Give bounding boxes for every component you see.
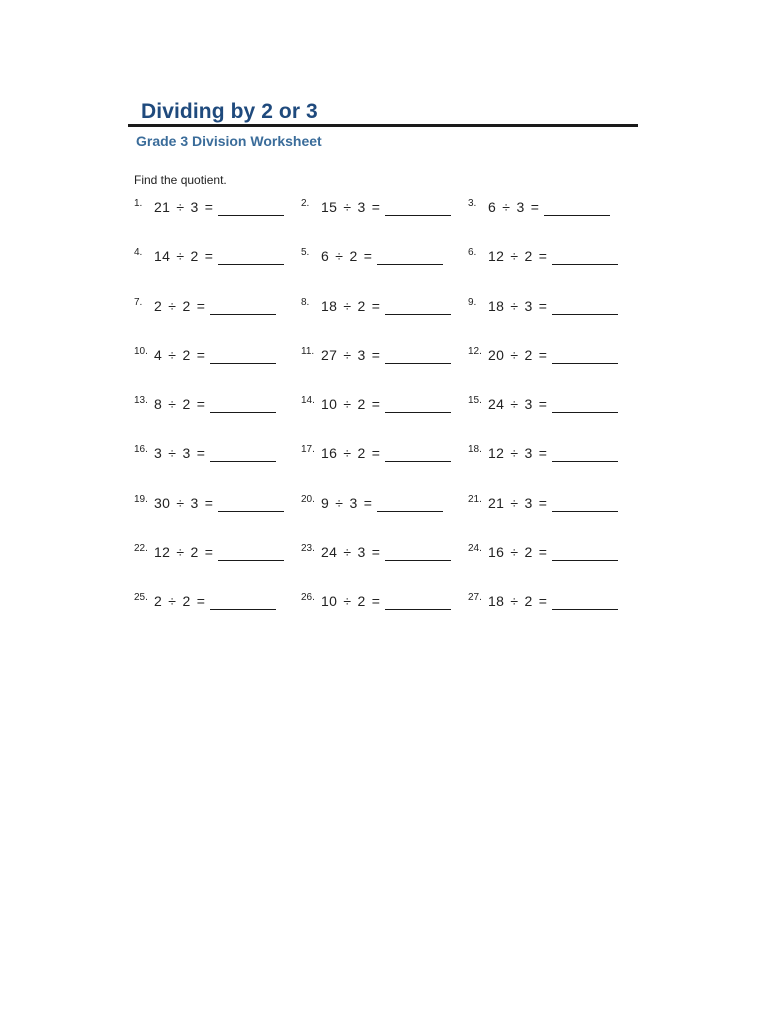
instructions: Find the quotient. [134,173,227,187]
problem-number: 15. [468,395,482,407]
problem-expression: 8 ÷ 2 = [154,396,206,413]
problem-expression: 15 ÷ 3 = [321,199,381,215]
answer-blank[interactable] [552,398,618,413]
problem-item [468,245,634,265]
problem-item [301,295,468,315]
answer-blank[interactable] [552,349,618,364]
answer-blank[interactable] [377,497,443,512]
problem-item [468,344,634,364]
answer-blank[interactable] [385,300,451,315]
problem-number: 7. [134,296,143,308]
answer-blank[interactable] [218,201,284,216]
answer-blank[interactable] [210,398,276,413]
problem-number: 19. [134,493,148,505]
problem-expression: 24 ÷ 3 = [488,396,548,413]
problem-item [134,492,301,512]
problem-item [301,344,468,364]
problem-number: 21. [468,493,482,505]
problem-number: 17. [301,444,315,456]
problem-expression: 12 ÷ 2 = [488,248,548,265]
problem-number: 25. [134,592,148,604]
problem-item [134,245,301,265]
problem-item [134,295,301,315]
problem-expression: 6 ÷ 2 = [321,248,373,265]
problem-item [301,245,468,265]
problem-number: 22. [134,543,148,555]
problem-item [134,541,301,561]
answer-blank[interactable] [552,300,618,315]
problem-item [301,196,468,216]
problem-number: 16. [134,444,148,456]
problem-item [134,344,301,364]
answer-blank[interactable] [218,546,284,561]
problem-expression: 24 ÷ 3 = [321,544,381,561]
worksheet-title: Dividing by 2 or 3 [141,100,318,123]
problem-item [468,196,634,216]
problem-number: 13. [134,395,148,407]
problem-item [468,541,634,561]
title-rule [128,124,638,127]
problem-expression: 9 ÷ 3 = [321,494,373,511]
worksheet-subtitle: Grade 3 Division Worksheet [136,133,322,149]
problem-number: 6. [468,247,477,259]
problem-expression: 20 ÷ 2 = [488,346,548,363]
problem-number: 20. [301,493,315,505]
problem-expression: 4 ÷ 2 = [154,346,206,363]
answer-blank[interactable] [544,201,610,216]
answer-blank[interactable] [377,250,443,265]
problem-number: 12. [468,345,482,357]
answer-blank[interactable] [385,349,451,364]
answer-blank[interactable] [385,398,451,413]
problem-grid [134,196,634,640]
answer-blank[interactable] [552,497,618,512]
problem-expression: 12 ÷ 2 = [154,544,214,561]
answer-blank[interactable] [210,349,276,364]
problem-item [468,442,634,462]
problem-expression: 12 ÷ 3 = [488,445,548,462]
problem-number: 24. [468,543,482,555]
problem-number: 9. [468,296,477,308]
problem-expression: 18 ÷ 3 = [488,297,548,314]
problem-number: 4. [134,247,143,259]
problem-expression: 14 ÷ 2 = [154,248,214,265]
answer-blank[interactable] [552,546,618,561]
problem-number: 3. [468,198,477,209]
problem-item [301,393,468,413]
problem-number: 18. [468,444,482,456]
answer-blank[interactable] [210,300,276,315]
problem-expression: 2 ÷ 2 = [154,593,206,610]
problem-item [301,590,468,610]
problem-expression: 27 ÷ 3 = [321,346,381,363]
problem-item [468,393,634,413]
problem-number: 26. [301,592,315,604]
problem-expression: 30 ÷ 3 = [154,494,214,511]
problem-expression: 16 ÷ 2 = [321,445,381,462]
answer-blank[interactable] [210,595,276,610]
problem-number: 2. [301,198,310,209]
answer-blank[interactable] [552,447,618,462]
problem-expression: 10 ÷ 2 = [321,396,381,413]
problem-expression: 21 ÷ 3 = [488,494,548,511]
answer-blank[interactable] [218,250,284,265]
answer-blank[interactable] [210,447,276,462]
problem-expression: 18 ÷ 2 = [488,593,548,610]
problem-number: 23. [301,543,315,555]
problem-number: 8. [301,296,310,308]
problem-item [134,196,301,216]
problem-item [301,541,468,561]
answer-blank[interactable] [385,546,451,561]
problem-expression: 21 ÷ 3 = [154,199,214,215]
answer-blank[interactable] [552,595,618,610]
problem-expression: 10 ÷ 2 = [321,593,381,610]
answer-blank[interactable] [552,250,618,265]
problem-number: 11. [301,345,315,357]
answer-blank[interactable] [385,201,451,216]
problem-number: 10. [134,345,148,357]
problem-item [134,393,301,413]
problem-item [468,295,634,315]
problem-expression: 18 ÷ 2 = [321,297,381,314]
answer-blank[interactable] [385,595,451,610]
problem-expression: 3 ÷ 3 = [154,445,206,462]
problem-expression: 16 ÷ 2 = [488,544,548,561]
problem-item [468,492,634,512]
problem-item [468,590,634,610]
problem-item [134,590,301,610]
problem-number: 5. [301,247,310,259]
problem-expression: 6 ÷ 3 = [488,199,540,215]
problem-item [301,442,468,462]
problem-expression: 2 ÷ 2 = [154,297,206,314]
problem-number: 14. [301,395,315,407]
problem-item [134,442,301,462]
problem-item [301,492,468,512]
problem-number: 1. [134,198,143,209]
problem-number: 27. [468,592,482,604]
answer-blank[interactable] [385,447,451,462]
answer-blank[interactable] [218,497,284,512]
